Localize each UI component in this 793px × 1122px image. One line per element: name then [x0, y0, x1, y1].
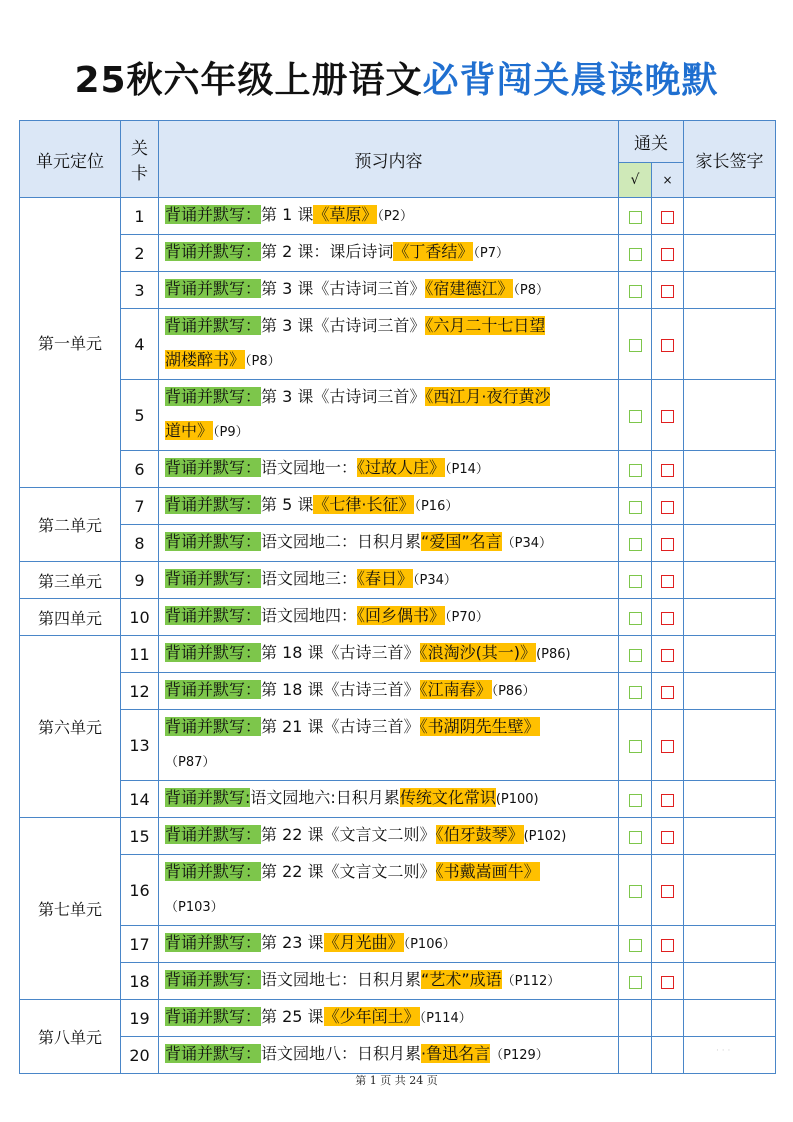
- highlight-title: 《七律·长征》: [313, 495, 415, 514]
- level-number: 5: [121, 380, 159, 451]
- highlight-title: 《六月二十七日望: [425, 316, 546, 335]
- pass-checkbox[interactable]: [629, 740, 642, 753]
- header-unit: 单元定位: [20, 121, 121, 198]
- lesson-ref: 语文园地六:日积月累: [250, 788, 400, 807]
- level-number: 10: [121, 599, 159, 636]
- highlight-title: 《草原》: [313, 205, 378, 224]
- content-cell: [159, 525, 619, 562]
- content-cell: [159, 235, 619, 272]
- fail-cell: [652, 309, 684, 380]
- pass-cell: [619, 855, 652, 926]
- pass-cell: [619, 380, 652, 451]
- header-check: √: [619, 163, 652, 198]
- pass-cell: [619, 599, 652, 636]
- parent-signature-cell[interactable]: [684, 599, 776, 636]
- highlight-title: 《宿建德江》: [425, 279, 514, 298]
- highlight-title: 《书湖阴先生壁》: [419, 717, 540, 736]
- content-cell: [159, 272, 619, 309]
- level-number: 7: [121, 488, 159, 525]
- lesson-ref: 第 18 课《古诗三首》: [261, 643, 420, 662]
- lesson-ref: 第 1 课: [261, 205, 314, 224]
- table-row: [20, 380, 776, 451]
- pass-cell: [619, 1000, 652, 1037]
- unit-cell: 第八单元: [20, 1000, 121, 1074]
- fail-checkbox[interactable]: [661, 285, 674, 298]
- parent-signature-cell[interactable]: [684, 1000, 776, 1037]
- table-row: [20, 855, 776, 926]
- pass-checkbox[interactable]: [629, 464, 642, 477]
- content-cell: [159, 710, 619, 781]
- pass-checkbox[interactable]: [629, 612, 642, 625]
- lesson-ref: 第 2 课：课后诗词: [261, 242, 394, 261]
- pass-checkbox[interactable]: [629, 831, 642, 844]
- table-row: [20, 818, 776, 855]
- unit-cell: 第四单元: [20, 599, 121, 636]
- task-label: 背诵并默写：: [165, 316, 262, 335]
- page-ref: （P8）: [245, 354, 281, 369]
- watermark: · · ·: [716, 1046, 731, 1056]
- fail-cell: [652, 198, 684, 235]
- table-row: [20, 781, 776, 818]
- lesson-ref: 第 25 课: [261, 1007, 324, 1026]
- parent-signature-cell[interactable]: [684, 562, 776, 599]
- parent-signature-cell[interactable]: [684, 963, 776, 1000]
- table-row: [20, 562, 776, 599]
- parent-signature-cell[interactable]: [684, 636, 776, 673]
- header-content: 预习内容: [159, 121, 619, 198]
- page-ref: (P102): [523, 829, 567, 844]
- content-cell: [159, 1000, 619, 1037]
- parent-signature-cell[interactable]: [684, 781, 776, 818]
- highlight-title-cont: 湖楼醉书》: [165, 350, 246, 369]
- content-cell: [159, 198, 619, 235]
- pass-checkbox[interactable]: [629, 794, 642, 807]
- content-cell: [159, 599, 619, 636]
- lesson-ref: 第 3 课《古诗词三首》: [261, 387, 426, 406]
- pass-checkbox[interactable]: [629, 248, 642, 261]
- page-ref: (P100): [495, 792, 539, 807]
- pass-checkbox[interactable]: [629, 410, 642, 423]
- fail-checkbox[interactable]: [661, 831, 674, 844]
- fail-checkbox[interactable]: [661, 410, 674, 423]
- parent-signature-cell[interactable]: [684, 380, 776, 451]
- fail-checkbox[interactable]: [661, 501, 674, 514]
- table-row: [20, 926, 776, 963]
- highlight-title: 《西江月·夜行黄沙: [425, 387, 551, 406]
- level-number: 3: [121, 272, 159, 309]
- task-label: 背诵并默写：: [165, 717, 262, 736]
- page-ref: （P7）: [473, 246, 510, 261]
- highlight-title: 《过故人庄》: [357, 458, 446, 477]
- content-cell: [159, 451, 619, 488]
- fail-cell: [652, 525, 684, 562]
- fail-checkbox[interactable]: [661, 885, 674, 898]
- header-cross: ×: [652, 163, 684, 198]
- highlight-title: 《少年闰土》: [323, 1007, 420, 1026]
- level-number: 17: [121, 926, 159, 963]
- fail-cell: [652, 1000, 684, 1037]
- page-ref: （P16）: [414, 499, 459, 514]
- table-row: [20, 673, 776, 710]
- page-ref: （P14）: [445, 462, 489, 477]
- table-row: [20, 272, 776, 309]
- fail-cell: [652, 380, 684, 451]
- task-label: 背诵并默写：: [165, 680, 262, 699]
- highlight-title: 《月光曲》: [323, 933, 404, 952]
- level-number: 9: [121, 562, 159, 599]
- pass-checkbox[interactable]: [629, 211, 642, 224]
- pass-checkbox[interactable]: [629, 339, 642, 352]
- table-row: [20, 636, 776, 673]
- lesson-ref: 第 18 课《古诗三首》: [261, 680, 420, 699]
- level-number: 12: [121, 673, 159, 710]
- fail-cell: [652, 636, 684, 673]
- fail-cell: [652, 926, 684, 963]
- highlight-title: “艺术”成语: [421, 970, 502, 989]
- content-cell: [159, 855, 619, 926]
- pass-cell: [619, 636, 652, 673]
- task-label: 背诵并默写：: [165, 279, 262, 298]
- highlight-title: 《伯牙鼓琴》: [435, 825, 524, 844]
- lesson-ref: 语文园地三：: [261, 569, 358, 588]
- highlight-title: 《江南春》: [419, 680, 492, 699]
- pass-checkbox[interactable]: [629, 649, 642, 662]
- page-ref: （P86）: [491, 684, 536, 699]
- fail-checkbox[interactable]: [661, 794, 674, 807]
- table-row: [20, 599, 776, 636]
- table-row: [20, 451, 776, 488]
- lesson-ref: 第 23 课: [261, 933, 324, 952]
- content-cell: [159, 673, 619, 710]
- unit-cell: 第六单元: [20, 636, 121, 818]
- task-label: 背诵并默写：: [165, 643, 262, 662]
- fail-cell: [652, 488, 684, 525]
- parent-signature-cell[interactable]: [684, 818, 776, 855]
- task-label: 背诵并默写：: [165, 1044, 262, 1063]
- level-number: 16: [121, 855, 159, 926]
- level-number: 13: [121, 710, 159, 781]
- pass-checkbox[interactable]: [629, 285, 642, 298]
- fail-checkbox[interactable]: [661, 575, 674, 588]
- highlight-title: 《浪淘沙(其一)》: [419, 643, 537, 662]
- page-ref: （P70）: [445, 610, 489, 625]
- level-number: 18: [121, 963, 159, 1000]
- parent-signature-cell[interactable]: [684, 710, 776, 781]
- lesson-ref: 语文园地二：日积月累: [261, 532, 422, 551]
- fail-cell: [652, 673, 684, 710]
- parent-signature-cell[interactable]: [684, 451, 776, 488]
- pass-cell: [619, 562, 652, 599]
- table-row: [20, 235, 776, 272]
- pass-cell: [619, 198, 652, 235]
- parent-signature-cell[interactable]: [684, 525, 776, 562]
- highlight-title: 《春日》: [357, 569, 414, 588]
- content-cell: [159, 380, 619, 451]
- highlight-title: 《丁香结》: [393, 242, 474, 261]
- unit-cell: 第二单元: [20, 488, 121, 562]
- lesson-ref: 第 3 课《古诗词三首》: [261, 279, 426, 298]
- table-body: [20, 198, 776, 1074]
- page-ref: （P106）: [403, 937, 456, 952]
- fail-checkbox[interactable]: [661, 339, 674, 352]
- table-row: [20, 488, 776, 525]
- content-cell: [159, 963, 619, 1000]
- checklist-table: [19, 120, 776, 1074]
- pass-checkbox[interactable]: [629, 686, 642, 699]
- content-cell: [159, 562, 619, 599]
- pass-cell: [619, 710, 652, 781]
- lesson-ref: 第 22 课《文言文二则》: [261, 862, 436, 881]
- level-number: 6: [121, 451, 159, 488]
- highlight-title: 《回乡偶书》: [357, 606, 446, 625]
- task-label: 背诵并默写：: [165, 242, 262, 261]
- parent-signature-cell[interactable]: [684, 272, 776, 309]
- lesson-ref: 语文园地八：日积月累: [261, 1044, 422, 1063]
- task-label: 背诵并默写：: [165, 387, 262, 406]
- table-row: [20, 963, 776, 1000]
- fail-cell: [652, 1037, 684, 1074]
- pass-cell: [619, 781, 652, 818]
- page-ref: （P112）: [501, 974, 561, 989]
- pass-cell: [619, 818, 652, 855]
- pass-checkbox[interactable]: [629, 939, 642, 952]
- pass-cell: [619, 1037, 652, 1074]
- table-row: [20, 1000, 776, 1037]
- fail-cell: [652, 599, 684, 636]
- fail-checkbox[interactable]: [661, 538, 674, 551]
- lesson-ref: 第 5 课: [261, 495, 314, 514]
- pass-cell: [619, 272, 652, 309]
- unit-cell: 第三单元: [20, 562, 121, 599]
- fail-cell: [652, 963, 684, 1000]
- pass-checkbox[interactable]: [629, 538, 642, 551]
- page-title: [0, 52, 793, 103]
- parent-signature-cell[interactable]: [684, 235, 776, 272]
- level-number: 20: [121, 1037, 159, 1074]
- page-ref: （P87）: [165, 755, 216, 770]
- highlight-title: 传统文化常识: [399, 788, 496, 807]
- content-cell: [159, 781, 619, 818]
- fail-checkbox[interactable]: [661, 740, 674, 753]
- page-ref: （P34）: [413, 573, 457, 588]
- content-cell: [159, 818, 619, 855]
- fail-checkbox[interactable]: [661, 211, 674, 224]
- fail-cell: [652, 272, 684, 309]
- level-number: 14: [121, 781, 159, 818]
- content-cell: [159, 926, 619, 963]
- parent-signature-cell[interactable]: [684, 673, 776, 710]
- page-ref: （P8）: [513, 283, 550, 298]
- title-part2: 必背闯关晨读晚默: [422, 60, 719, 101]
- parent-signature-cell[interactable]: [684, 198, 776, 235]
- table-row: [20, 525, 776, 562]
- pass-checkbox[interactable]: [629, 501, 642, 514]
- page-ref: （P9）: [213, 425, 249, 440]
- level-number: 4: [121, 309, 159, 380]
- lesson-ref: 语文园地一：: [261, 458, 358, 477]
- page-ref: （P34）: [501, 536, 553, 551]
- fail-checkbox[interactable]: [661, 464, 674, 477]
- highlight-title: “爱国”名言: [421, 532, 502, 551]
- task-label: 背诵并默写：: [165, 606, 262, 625]
- task-label: 背诵并默写：: [165, 458, 262, 477]
- task-label: 背诵并默写:: [165, 788, 251, 807]
- lesson-ref: 语文园地七：日积月累: [261, 970, 422, 989]
- highlight-title: ·鲁迅名言: [421, 1044, 491, 1063]
- unit-cell: 第七单元: [20, 818, 121, 1000]
- page-ref: (P86): [536, 647, 571, 662]
- fail-checkbox[interactable]: [661, 976, 674, 989]
- task-label: 背诵并默写：: [165, 933, 262, 952]
- header-sign: 家长签字: [684, 121, 776, 198]
- pass-cell: [619, 673, 652, 710]
- task-label: 背诵并默写：: [165, 569, 262, 588]
- task-label: 背诵并默写：: [165, 1007, 262, 1026]
- level-number: 11: [121, 636, 159, 673]
- table-row: [20, 1037, 776, 1074]
- fail-checkbox[interactable]: [661, 686, 674, 699]
- level-number: 2: [121, 235, 159, 272]
- page-footer: 第 1 页 共 24 页: [355, 1074, 438, 1087]
- lesson-ref: 第 21 课《古诗三首》: [261, 717, 420, 736]
- lesson-ref: 语文园地四：: [261, 606, 358, 625]
- task-label: 背诵并默写：: [165, 825, 262, 844]
- level-number: 8: [121, 525, 159, 562]
- task-label: 背诵并默写：: [165, 970, 262, 989]
- page-ref: （P114）: [419, 1011, 472, 1026]
- lesson-ref: 第 22 课《文言文二则》: [261, 825, 436, 844]
- fail-checkbox[interactable]: [661, 248, 674, 261]
- pass-checkbox[interactable]: [629, 575, 642, 588]
- parent-signature-cell[interactable]: [684, 855, 776, 926]
- fail-cell: [652, 451, 684, 488]
- fail-cell: [652, 818, 684, 855]
- page-ref: （P129）: [490, 1048, 549, 1063]
- lesson-ref: 第 3 课《古诗词三首》: [261, 316, 426, 335]
- content-cell: [159, 309, 619, 380]
- task-label: 背诵并默写：: [165, 862, 262, 881]
- fail-checkbox[interactable]: [661, 939, 674, 952]
- parent-signature-cell[interactable]: [684, 926, 776, 963]
- unit-cell: 第一单元: [20, 198, 121, 488]
- table-row: [20, 198, 776, 235]
- level-number: 15: [121, 818, 159, 855]
- pass-cell: [619, 963, 652, 1000]
- parent-signature-cell[interactable]: [684, 309, 776, 380]
- table-row: [20, 309, 776, 380]
- highlight-title-cont: 道中》: [165, 421, 214, 440]
- pass-cell: [619, 926, 652, 963]
- pass-cell: [619, 488, 652, 525]
- pass-cell: [619, 525, 652, 562]
- pass-cell: [619, 235, 652, 272]
- title-part1: 25秋六年级上册语文: [74, 60, 423, 101]
- page-ref: （P103）: [165, 900, 224, 915]
- fail-checkbox[interactable]: [661, 612, 674, 625]
- highlight-title: 《书戴嵩画牛》: [435, 862, 540, 881]
- fail-cell: [652, 710, 684, 781]
- pass-cell: [619, 451, 652, 488]
- task-label: 背诵并默写：: [165, 205, 262, 224]
- parent-signature-cell[interactable]: [684, 488, 776, 525]
- level-number: 19: [121, 1000, 159, 1037]
- pass-cell: [619, 309, 652, 380]
- content-cell: [159, 1037, 619, 1074]
- pass-checkbox[interactable]: [629, 976, 642, 989]
- fail-cell: [652, 562, 684, 599]
- table-row: [20, 710, 776, 781]
- fail-cell: [652, 781, 684, 818]
- task-label: 背诵并默写：: [165, 532, 262, 551]
- fail-cell: [652, 235, 684, 272]
- header-level: 关 卡: [121, 121, 159, 198]
- content-cell: [159, 488, 619, 525]
- header-pass: 通关: [619, 121, 684, 163]
- fail-checkbox[interactable]: [661, 649, 674, 662]
- page-ref: （P2）: [377, 209, 414, 224]
- task-label: 背诵并默写：: [165, 495, 262, 514]
- content-cell: [159, 636, 619, 673]
- level-number: 1: [121, 198, 159, 235]
- pass-checkbox[interactable]: [629, 885, 642, 898]
- fail-cell: [652, 855, 684, 926]
